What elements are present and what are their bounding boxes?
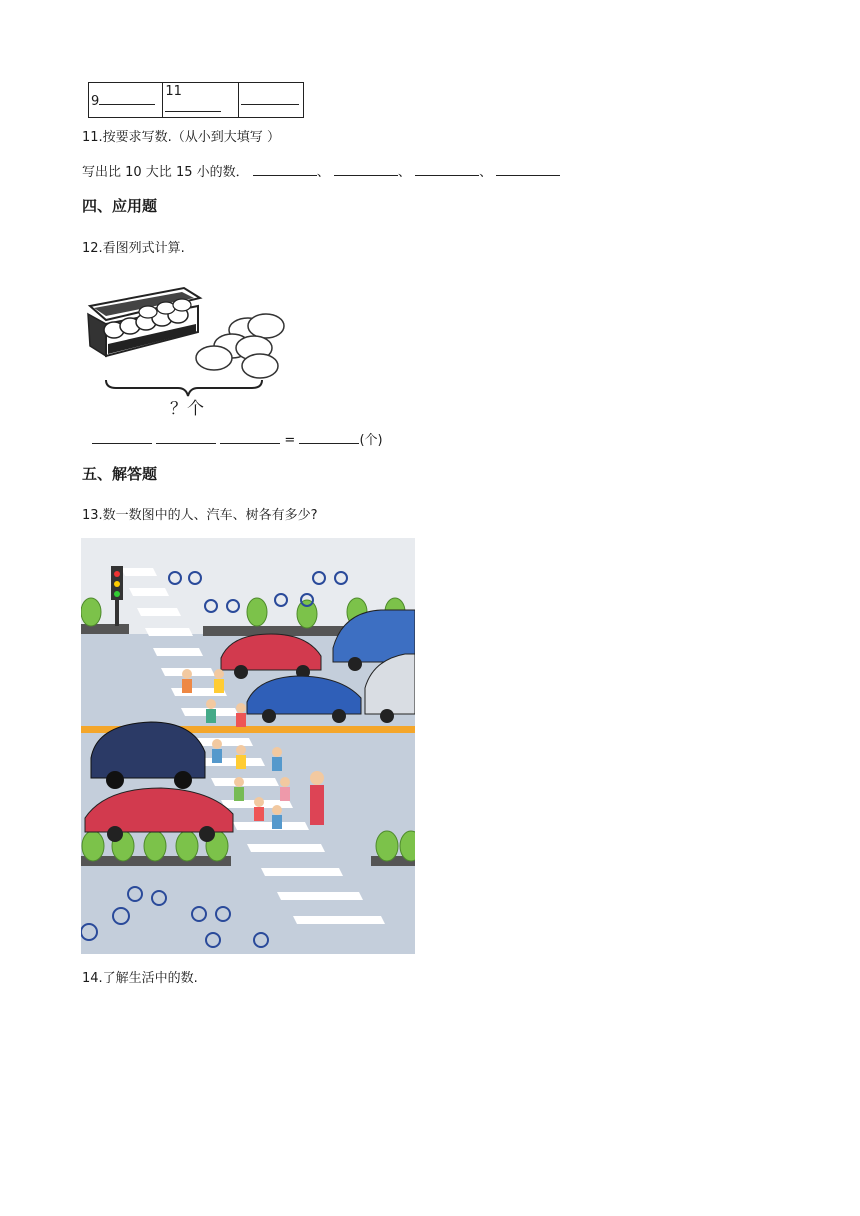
section-4-heading: 四、应用题: [82, 197, 158, 215]
equation-blank-1[interactable]: [92, 431, 152, 444]
brace-label: ？个: [170, 399, 204, 419]
question-13-title: 13.数一数图中的人、汽车、树各有多少?: [82, 508, 318, 523]
equation-blank-3[interactable]: [220, 431, 280, 444]
separator: 、: [479, 165, 493, 180]
question-14-title: 14.了解生活中的数.: [82, 971, 198, 986]
section-5-heading: 五、解答题: [82, 465, 158, 483]
table-cell-9[interactable]: 9: [89, 83, 163, 118]
separator: 、: [316, 165, 330, 180]
unit-label: (个): [359, 433, 383, 448]
number-blanks-table: [88, 82, 304, 118]
fill-blank[interactable]: [99, 92, 155, 105]
answer-blank-3[interactable]: [415, 163, 479, 176]
loose-eggs-icon: [196, 314, 284, 378]
separator: 、: [397, 165, 411, 180]
table-cell-11[interactable]: 11: [163, 83, 239, 118]
answer-blank-2[interactable]: [334, 163, 398, 176]
table-row: [89, 83, 304, 118]
question-11-prompt: 写出比 10 大比 15 小的数．: [82, 165, 249, 180]
question-11-prompt-line: [82, 163, 560, 182]
street-scene-image: [81, 538, 415, 954]
answer-blank-1[interactable]: [253, 163, 317, 176]
egg-carton-icon: [88, 288, 200, 356]
equation-result-blank[interactable]: [299, 431, 359, 444]
equals-sign: =: [284, 433, 296, 448]
table-cell-blank[interactable]: [239, 83, 304, 118]
equation-line: [92, 431, 383, 450]
answer-blank-4[interactable]: [496, 163, 560, 176]
question-12-title: 12.看图列式计算.: [82, 241, 185, 256]
question-11-title: 11.按要求写数.（从小到大填写 ）: [82, 130, 280, 145]
equation-blank-2[interactable]: [156, 431, 216, 444]
street-scene-drawing: [81, 538, 415, 954]
fill-blank[interactable]: [165, 99, 221, 112]
fill-blank[interactable]: [241, 92, 299, 105]
